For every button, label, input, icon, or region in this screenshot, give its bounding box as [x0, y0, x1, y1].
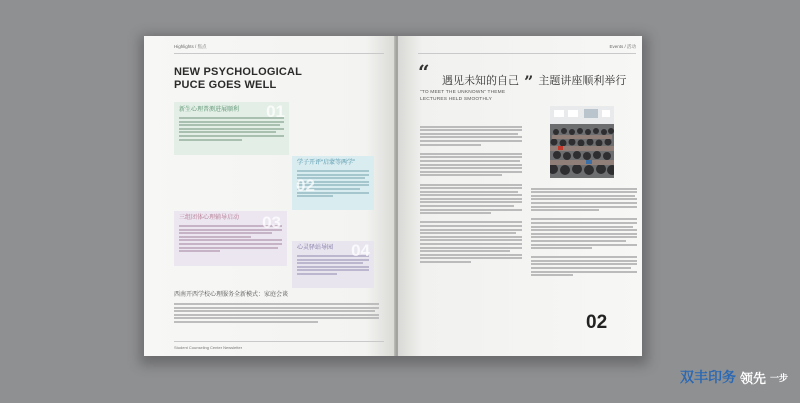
right-page-header: Events / 活动 — [609, 44, 636, 49]
footer-divider — [174, 341, 384, 342]
title-line: NEW PSYCHOLOGICAL — [174, 66, 303, 78]
page-number: 02 — [586, 312, 608, 333]
brand-slogan-small: 一步 — [770, 372, 789, 383]
block-number: 01 — [266, 102, 285, 121]
title-part-1: 遇见未知的自己 — [442, 75, 519, 87]
block-title: 西南开西学校心理服务全新模式：家庭会谈 — [174, 292, 289, 298]
brand-name: 双丰印务 — [680, 369, 736, 385]
brand-slogan: 领先 — [740, 370, 767, 386]
title-line: PUCE GOES WELL — [174, 79, 277, 91]
news-block-2 — [292, 156, 374, 210]
news-block-1 — [174, 102, 289, 155]
printer-watermark-logo — [680, 367, 788, 387]
block-title: 心灵驿站导园 — [297, 245, 334, 251]
header-divider — [174, 53, 384, 54]
close-quote-mark: ” — [524, 72, 534, 91]
subtitle-line: LECTURES HELD SMOOTHLY — [420, 96, 493, 102]
news-block-4 — [292, 241, 374, 288]
body-column-1 — [420, 124, 522, 265]
article-subtitle-en — [420, 90, 505, 103]
left-page — [144, 36, 396, 356]
block-number: 02 — [296, 176, 315, 195]
news-block-3 — [174, 211, 287, 266]
body-column-2 — [531, 186, 637, 278]
title-part-2: 主题讲座顺利举行 — [538, 75, 627, 87]
lecture-photo — [550, 106, 614, 178]
right-page — [398, 36, 642, 356]
left-page-footer: Student Counseling Center Newsletter — [174, 345, 243, 350]
left-page-header: Highlights / 焦点 — [174, 44, 207, 49]
block-body-text — [174, 303, 379, 323]
block-title: 三组团体心理辅导启动 — [179, 215, 240, 221]
header-divider — [418, 53, 636, 54]
block-title: 新生心理普测进展顺利 — [179, 107, 240, 113]
block-number: 04 — [351, 241, 370, 260]
news-block-5 — [174, 291, 379, 341]
subtitle-line: “TO MEET THE UNKNOWN” THEME — [420, 90, 506, 95]
block-number: 03 — [262, 213, 281, 232]
open-quote-mark: “ — [418, 60, 430, 84]
article-title-en — [174, 66, 302, 92]
article-title-cn — [442, 72, 626, 91]
lecture-audience-image — [550, 106, 614, 178]
block-title: 学子开评“启蒙等两学” — [297, 160, 355, 166]
